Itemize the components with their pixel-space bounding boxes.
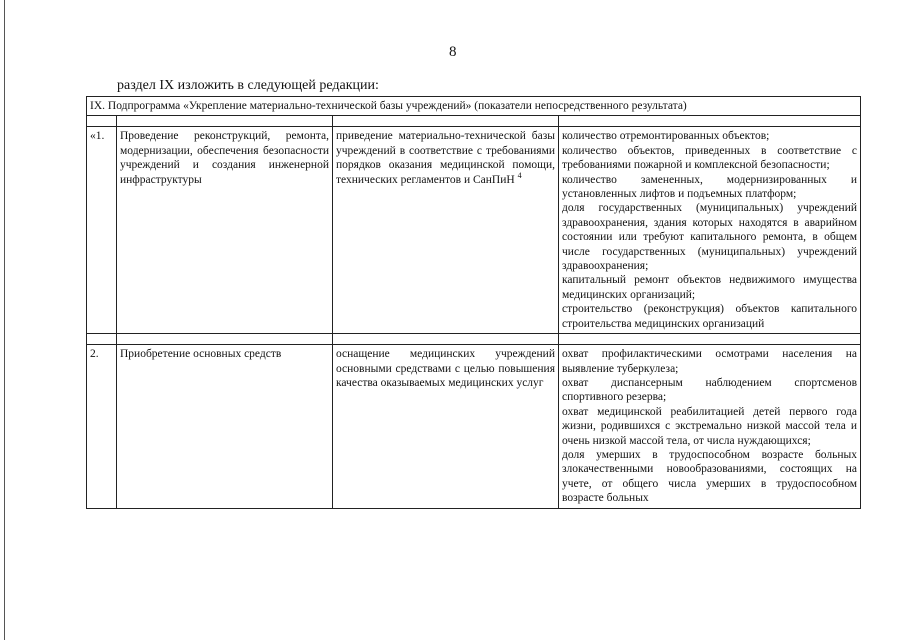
indicator-item: количество отремонтированных объектов;	[562, 130, 770, 143]
indicator-item: строительство (реконструкция) объектов капитального строительства медицинских организаций	[562, 303, 858, 330]
measure-name: Проведение реконструкций, ремонта, модернизации, обеспечения безопасности учреждений и создания инженерной инфраструктуры	[117, 127, 333, 334]
indicators-list	[562, 347, 857, 505]
row-number: «1.	[87, 127, 117, 334]
measure-goal	[333, 127, 559, 334]
indicator-item: доля умерших в трудоспособном возрасте больных злокачественными новообразованиями, состоящих на учете, от общего числа умерших в трудоспособном возрасте больных	[562, 448, 858, 505]
table-row	[87, 127, 861, 334]
indicator-item: охват медицинской реабилитацией детей первого года жизни, родившихся с экстремально низкой массой тела и очень низкой массой тела, от числа нуждающихся;	[562, 405, 858, 447]
table-header-row	[87, 97, 861, 116]
measure-goal: оснащение медицинских учреждений основными средствами с целью повышения качества оказываемых медицинских услуг	[333, 345, 559, 508]
row-number: 2.	[87, 345, 117, 508]
indicators-cell	[559, 345, 861, 508]
indicator-item: охват профилактическими осмотрами населения на выявление туберкулеза;	[562, 348, 858, 375]
spacer-row	[87, 116, 861, 127]
subprogram-table	[86, 96, 861, 509]
indicator-item: количество объектов, приведенных в соответствие с требованиями пожарной и комплексной безопасности;	[562, 144, 858, 172]
footnote-marker: 4	[517, 170, 522, 180]
indicator-item: капитальный ремонт объектов недвижимого имущества медицинских организаций;	[562, 274, 858, 301]
measure-name: Приобретение основных средств	[117, 345, 333, 508]
table-header: IX. Подпрограмма «Укрепление материально-технической базы учреждений» (показатели непосредственного результата)	[87, 97, 861, 116]
intro-text: раздел IX изложить в следующей редакции:	[117, 78, 379, 93]
indicator-item: количество замененных, модернизированных и установленных лифтов и подъемных платформ;	[562, 173, 858, 201]
page-number: 8	[449, 44, 457, 60]
indicators-list	[562, 129, 857, 331]
spacer-row	[87, 334, 861, 345]
table-row	[87, 345, 861, 508]
indicator-item: доля государственных (муниципальных) учреждений здравоохранения, здания которых находятся в аварийном состоянии или требуют капитального ремонта, в общем числе государственных (муниципальных) учреждений здравоохранения;	[562, 202, 858, 273]
measure-goal-text: приведение материально-технической базы учреждений в соответствие с требованиями порядков оказания медицинской помощи, технических регламентов и СанПиН	[336, 130, 555, 186]
indicator-item: охват диспансерным наблюдением спортсменов спортивного резерва;	[562, 376, 858, 404]
indicators-cell	[559, 127, 861, 334]
scan-edge-line	[4, 0, 5, 640]
